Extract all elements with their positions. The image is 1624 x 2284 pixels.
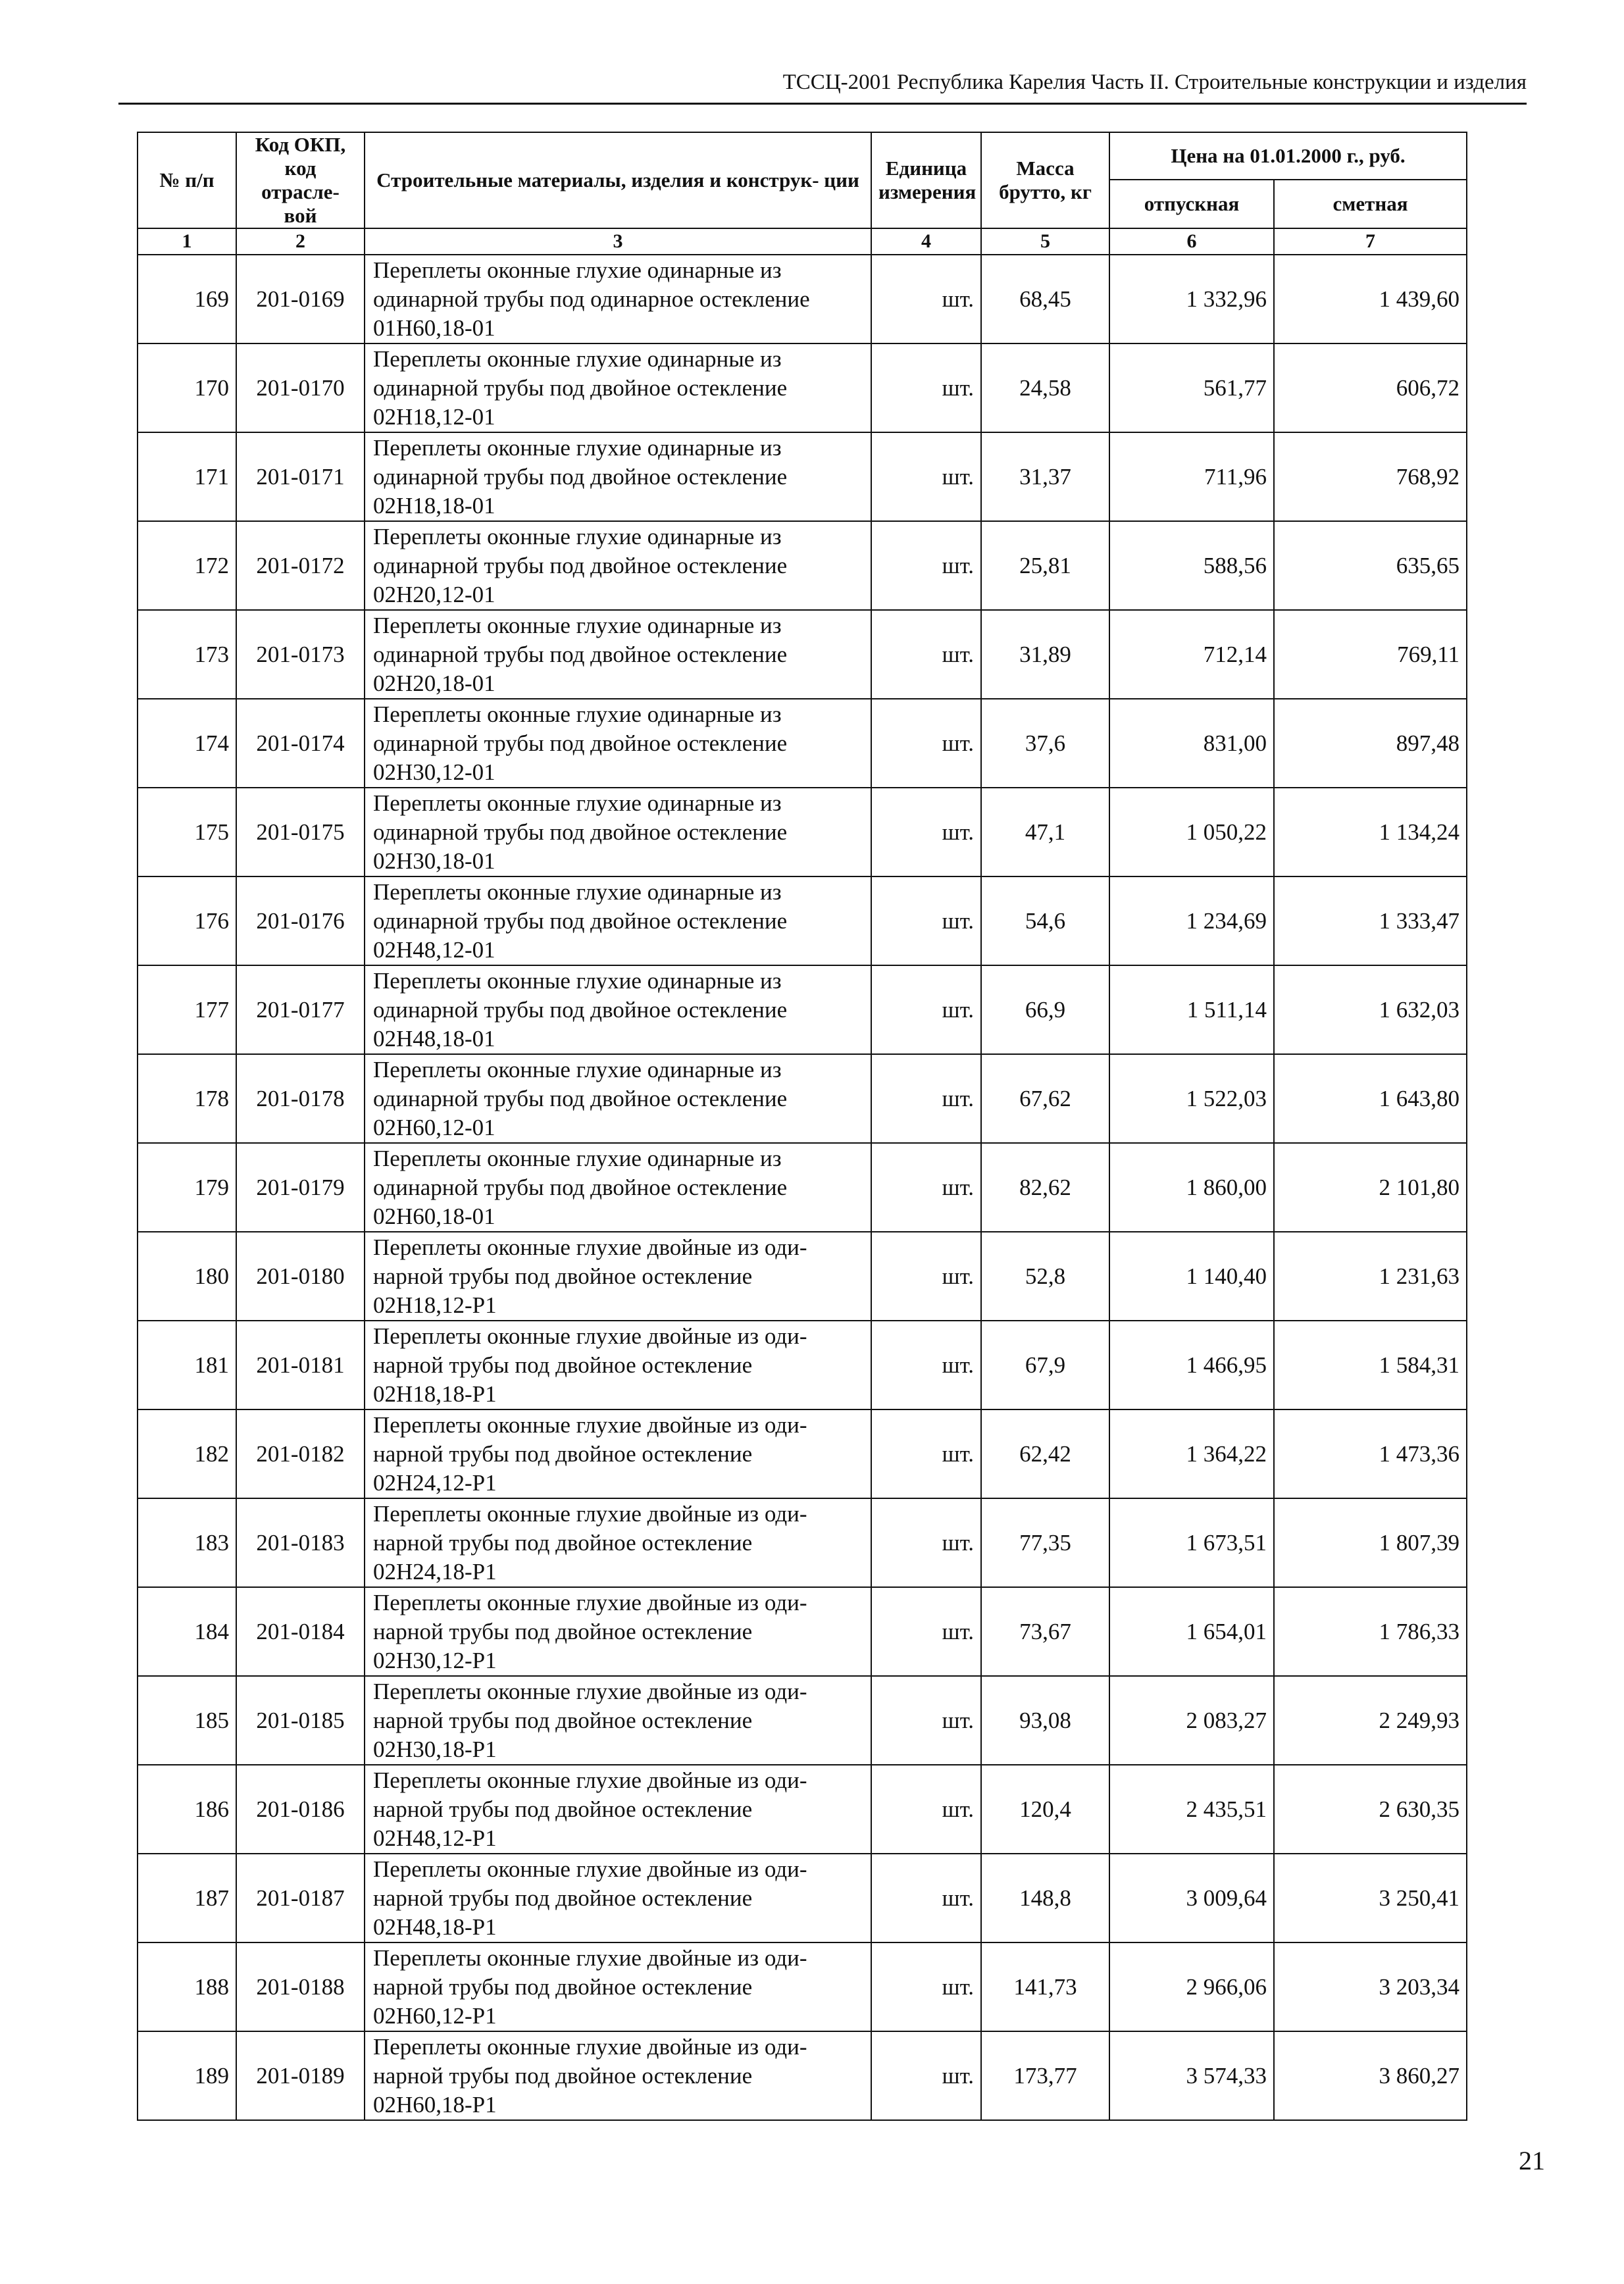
table-row — [138, 255, 1467, 343]
column-number: 6 — [1109, 228, 1274, 255]
mass-cell: 141,73 — [981, 1942, 1109, 2031]
description-line: нарной трубы под двойное остекление — [373, 1796, 753, 1822]
description-line: 02Н48,18-Р1 — [373, 1914, 497, 1940]
okp-code-cell: 201-0182 — [236, 1409, 365, 1498]
description-cell — [365, 1321, 871, 1409]
page-number: 21 — [1519, 2146, 1545, 2175]
description-line: одинарной трубы под двойное остекление — [373, 1085, 788, 1111]
table-body — [138, 255, 1467, 2120]
description-line: Переплеты оконные глухие одинарные из — [373, 790, 782, 816]
description-line: Переплеты оконные глухие двойные из оди- — [373, 1944, 807, 1971]
table-row — [138, 788, 1467, 876]
okp-code-cell: 201-0184 — [236, 1587, 365, 1676]
estimate-price-cell: 2 249,93 — [1274, 1676, 1467, 1765]
table-row — [138, 699, 1467, 788]
release-price-cell: 1 050,22 — [1109, 788, 1274, 876]
description-cell — [365, 876, 871, 965]
description-cell — [365, 788, 871, 876]
table-row — [138, 1232, 1467, 1321]
estimate-price-cell: 768,92 — [1274, 432, 1467, 521]
unit-cell: шт. — [871, 610, 981, 699]
column-number: 3 — [365, 228, 871, 255]
description-line: одинарной трубы под двойное остекление — [373, 641, 788, 667]
description-line: Переплеты оконные глухие одинарные из — [373, 523, 782, 549]
description-cell — [365, 1676, 871, 1765]
description-cell — [365, 255, 871, 343]
unit-cell: шт. — [871, 343, 981, 432]
table-row — [138, 1587, 1467, 1676]
row-number-cell: 179 — [138, 1143, 236, 1232]
column-number-row — [138, 228, 1467, 255]
description-line: 02Н24,12-Р1 — [373, 1469, 497, 1496]
description-cell — [365, 610, 871, 699]
row-number-cell: 186 — [138, 1765, 236, 1854]
okp-code-cell: 201-0180 — [236, 1232, 365, 1321]
table-row — [138, 965, 1467, 1054]
estimate-price-cell: 2 101,80 — [1274, 1143, 1467, 1232]
description-line: 02Н20,18-01 — [373, 670, 495, 696]
okp-code-cell: 201-0176 — [236, 876, 365, 965]
description-line: 02Н30,12-01 — [373, 759, 495, 785]
row-number-cell: 188 — [138, 1942, 236, 2031]
okp-code-cell: 201-0183 — [236, 1498, 365, 1587]
description-line: Переплеты оконные глухие одинарные из — [373, 434, 782, 461]
description-line: нарной трубы под двойное остекление — [373, 1973, 753, 2000]
mass-cell: 173,77 — [981, 2031, 1109, 2120]
description-cell — [365, 699, 871, 788]
description-line: Переплеты оконные глухие двойные из оди- — [373, 1234, 807, 1260]
description-line: 02Н60,18-Р1 — [373, 2091, 497, 2118]
mass-cell: 93,08 — [981, 1676, 1109, 1765]
release-price-cell: 1 364,22 — [1109, 1409, 1274, 1498]
unit-cell: шт. — [871, 1498, 981, 1587]
description-line: нарной трубы под двойное остекление — [373, 1618, 753, 1644]
row-number-cell: 181 — [138, 1321, 236, 1409]
release-price-cell: 588,56 — [1109, 521, 1274, 610]
mass-cell: 62,42 — [981, 1409, 1109, 1498]
row-number-cell: 175 — [138, 788, 236, 876]
release-price-cell: 2 966,06 — [1109, 1942, 1274, 2031]
description-cell — [365, 2031, 871, 2120]
row-number-cell: 185 — [138, 1676, 236, 1765]
table-row — [138, 1942, 1467, 2031]
description-line: Переплеты оконные глухие двойные из оди- — [373, 2033, 807, 2060]
description-cell — [365, 965, 871, 1054]
release-price-cell: 2 083,27 — [1109, 1676, 1274, 1765]
release-price-cell: 3 009,64 — [1109, 1854, 1274, 1942]
row-number-cell: 177 — [138, 965, 236, 1054]
okp-code-cell: 201-0179 — [236, 1143, 365, 1232]
okp-code-cell: 201-0177 — [236, 965, 365, 1054]
release-price-cell: 1 234,69 — [1109, 876, 1274, 965]
row-number-cell: 169 — [138, 255, 236, 343]
release-price-cell: 1 332,96 — [1109, 255, 1274, 343]
release-price-cell: 1 860,00 — [1109, 1143, 1274, 1232]
row-number-cell: 189 — [138, 2031, 236, 2120]
description-cell — [365, 1854, 871, 1942]
release-price-cell: 1 511,14 — [1109, 965, 1274, 1054]
row-number-cell: 182 — [138, 1409, 236, 1498]
description-line: нарной трубы под двойное остекление — [373, 1440, 753, 1467]
description-cell — [365, 432, 871, 521]
okp-code-cell: 201-0189 — [236, 2031, 365, 2120]
description-line: нарной трубы под двойное остекление — [373, 1885, 753, 1911]
estimate-price-cell: 1 643,80 — [1274, 1054, 1467, 1143]
row-number-cell: 180 — [138, 1232, 236, 1321]
mass-cell: 24,58 — [981, 343, 1109, 432]
description-line: одинарной трубы под двойное остекление — [373, 374, 788, 401]
description-line: 02Н60,12-Р1 — [373, 2002, 497, 2029]
row-number-cell: 176 — [138, 876, 236, 965]
description-line: 02Н18,12-01 — [373, 403, 495, 430]
column-number: 2 — [236, 228, 365, 255]
unit-cell: шт. — [871, 1765, 981, 1854]
description-line: одинарной трубы под двойное остекление — [373, 463, 788, 490]
release-price-cell: 711,96 — [1109, 432, 1274, 521]
okp-code-cell: 201-0174 — [236, 699, 365, 788]
estimate-price-cell: 3 860,27 — [1274, 2031, 1467, 2120]
description-line: Переплеты оконные глухие одинарные из — [373, 612, 782, 638]
release-price-cell: 561,77 — [1109, 343, 1274, 432]
unit-cell: шт. — [871, 788, 981, 876]
estimate-price-cell: 1 786,33 — [1274, 1587, 1467, 1676]
mass-cell: 54,6 — [981, 876, 1109, 965]
mass-cell: 73,67 — [981, 1587, 1109, 1676]
release-price-cell: 2 435,51 — [1109, 1765, 1274, 1854]
description-line: Переплеты оконные глухие двойные из оди- — [373, 1856, 807, 1882]
description-line: одинарной трубы под двойное остекление — [373, 730, 788, 756]
description-line: Переплеты оконные глухие одинарные из — [373, 1056, 782, 1082]
mass-cell: 82,62 — [981, 1143, 1109, 1232]
description-cell — [365, 1498, 871, 1587]
estimate-price-cell: 1 333,47 — [1274, 876, 1467, 965]
description-line: 02Н24,18-Р1 — [373, 1558, 497, 1585]
table-row — [138, 343, 1467, 432]
col-header-unit: Единица измерения — [871, 132, 981, 228]
description-line: 02Н30,18-Р1 — [373, 1736, 497, 1762]
table-row — [138, 2031, 1467, 2120]
estimate-price-cell: 897,48 — [1274, 699, 1467, 788]
mass-cell: 148,8 — [981, 1854, 1109, 1942]
description-cell — [365, 343, 871, 432]
estimate-price-cell: 769,11 — [1274, 610, 1467, 699]
mass-cell: 77,35 — [981, 1498, 1109, 1587]
col-header-price-estimate: сметная — [1274, 180, 1467, 228]
description-line: Переплеты оконные глухие двойные из оди- — [373, 1411, 807, 1438]
release-price-cell: 1 654,01 — [1109, 1587, 1274, 1676]
description-line: Переплеты оконные глухие одинарные из — [373, 701, 782, 727]
okp-code-cell: 201-0188 — [236, 1942, 365, 2031]
table-row — [138, 1676, 1467, 1765]
table-row — [138, 432, 1467, 521]
unit-cell: шт. — [871, 1321, 981, 1409]
row-number-cell: 187 — [138, 1854, 236, 1942]
description-line: 02Н18,18-01 — [373, 492, 495, 519]
description-line: нарной трубы под двойное остекление — [373, 2062, 753, 2089]
description-cell — [365, 1409, 871, 1498]
estimate-price-cell: 1 473,36 — [1274, 1409, 1467, 1498]
mass-cell: 52,8 — [981, 1232, 1109, 1321]
description-line: 02Н60,12-01 — [373, 1114, 495, 1140]
description-line: 02Н30,12-Р1 — [373, 1647, 497, 1673]
description-line: 02Н30,18-01 — [373, 848, 495, 874]
description-cell — [365, 1054, 871, 1143]
description-line: Переплеты оконные глухие одинарные из — [373, 345, 782, 372]
running-header: ТССЦ-2001 Республика Карелия Часть II. Строительные конструкции и изделия — [118, 66, 1527, 105]
description-line: Переплеты оконные глухие одинарные из — [373, 878, 782, 905]
release-price-cell: 1 673,51 — [1109, 1498, 1274, 1587]
description-line: Переплеты оконные глухие одинарные из — [373, 1145, 782, 1171]
row-number-cell: 184 — [138, 1587, 236, 1676]
estimate-price-cell: 635,65 — [1274, 521, 1467, 610]
description-line: одинарной трубы под двойное остекление — [373, 819, 788, 845]
unit-cell: шт. — [871, 965, 981, 1054]
unit-cell: шт. — [871, 432, 981, 521]
column-number: 4 — [871, 228, 981, 255]
okp-code-cell: 201-0178 — [236, 1054, 365, 1143]
unit-cell: шт. — [871, 1409, 981, 1498]
row-number-cell: 178 — [138, 1054, 236, 1143]
mass-cell: 120,4 — [981, 1765, 1109, 1854]
description-line: Переплеты оконные глухие двойные из оди- — [373, 1767, 807, 1793]
description-line: 02Н48,18-01 — [373, 1025, 495, 1052]
okp-code-cell: 201-0172 — [236, 521, 365, 610]
estimate-price-cell: 1 807,39 — [1274, 1498, 1467, 1587]
description-line: одинарной трубы под двойное остекление — [373, 907, 788, 934]
description-line: 02Н48,12-01 — [373, 936, 495, 963]
description-line: 02Н60,18-01 — [373, 1203, 495, 1229]
description-line: нарной трубы под двойное остекление — [373, 1352, 753, 1378]
mass-cell: 68,45 — [981, 255, 1109, 343]
description-cell — [365, 1232, 871, 1321]
row-number-cell: 172 — [138, 521, 236, 610]
table-row — [138, 1143, 1467, 1232]
mass-cell: 66,9 — [981, 965, 1109, 1054]
description-line: одинарной трубы под одинарное остекление — [373, 286, 810, 312]
table-row — [138, 1765, 1467, 1854]
row-number-cell: 174 — [138, 699, 236, 788]
description-cell — [365, 1765, 871, 1854]
estimate-price-cell: 1 134,24 — [1274, 788, 1467, 876]
table-row — [138, 1498, 1467, 1587]
release-price-cell: 1 522,03 — [1109, 1054, 1274, 1143]
col-header-name: Строительные материалы, изделия и конструк- ции — [365, 132, 871, 228]
mass-cell: 31,37 — [981, 432, 1109, 521]
row-number-cell: 183 — [138, 1498, 236, 1587]
okp-code-cell: 201-0170 — [236, 343, 365, 432]
okp-code-cell: 201-0181 — [236, 1321, 365, 1409]
row-number-cell: 170 — [138, 343, 236, 432]
description-line: нарной трубы под двойное остекление — [373, 1263, 753, 1289]
mass-cell: 47,1 — [981, 788, 1109, 876]
estimate-price-cell: 606,72 — [1274, 343, 1467, 432]
description-line: 02Н18,12-Р1 — [373, 1292, 497, 1318]
description-line: Переплеты оконные глухие одинарные из — [373, 967, 782, 994]
release-price-cell: 1 466,95 — [1109, 1321, 1274, 1409]
column-number: 7 — [1274, 228, 1467, 255]
unit-cell: шт. — [871, 1854, 981, 1942]
description-line: нарной трубы под двойное остекление — [373, 1529, 753, 1556]
okp-code-cell: 201-0169 — [236, 255, 365, 343]
column-number: 5 — [981, 228, 1109, 255]
description-cell — [365, 1942, 871, 2031]
col-header-code: Код ОКП, код отрасле- вой — [236, 132, 365, 228]
unit-cell: шт. — [871, 255, 981, 343]
table-row — [138, 521, 1467, 610]
description-line: одинарной трубы под двойное остекление — [373, 552, 788, 578]
unit-cell: шт. — [871, 1587, 981, 1676]
table-row — [138, 610, 1467, 699]
mass-cell: 31,89 — [981, 610, 1109, 699]
description-cell — [365, 1587, 871, 1676]
release-price-cell: 831,00 — [1109, 699, 1274, 788]
description-line: одинарной трубы под двойное остекление — [373, 996, 788, 1023]
okp-code-cell: 201-0185 — [236, 1676, 365, 1765]
unit-cell: шт. — [871, 1054, 981, 1143]
table-row — [138, 876, 1467, 965]
estimate-price-cell: 3 250,41 — [1274, 1854, 1467, 1942]
table-row — [138, 1854, 1467, 1942]
col-header-price-release: отпускная — [1109, 180, 1274, 228]
okp-code-cell: 201-0186 — [236, 1765, 365, 1854]
row-number-cell: 171 — [138, 432, 236, 521]
description-line: Переплеты оконные глухие двойные из оди- — [373, 1678, 807, 1704]
estimate-price-cell: 1 584,31 — [1274, 1321, 1467, 1409]
description-line: Переплеты оконные глухие двойные из оди- — [373, 1323, 807, 1349]
unit-cell: шт. — [871, 1143, 981, 1232]
okp-code-cell: 201-0187 — [236, 1854, 365, 1942]
unit-cell: шт. — [871, 521, 981, 610]
okp-code-cell: 201-0175 — [236, 788, 365, 876]
description-line: Переплеты оконные глухие двойные из оди- — [373, 1589, 807, 1615]
description-line: 02Н20,12-01 — [373, 581, 495, 607]
table-row — [138, 1321, 1467, 1409]
description-line: 01Н60,18-01 — [373, 315, 495, 341]
mass-cell: 37,6 — [981, 699, 1109, 788]
unit-cell: шт. — [871, 876, 981, 965]
col-header-num: № п/п — [138, 132, 236, 228]
unit-cell: шт. — [871, 1942, 981, 2031]
mass-cell: 25,81 — [981, 521, 1109, 610]
unit-cell: шт. — [871, 1232, 981, 1321]
description-line: 02Н48,12-Р1 — [373, 1825, 497, 1851]
description-line: Переплеты оконные глухие одинарные из — [373, 257, 782, 283]
description-line: нарной трубы под двойное остекление — [373, 1707, 753, 1733]
col-header-price-group: Цена на 01.01.2000 г., руб. — [1109, 132, 1467, 180]
unit-cell: шт. — [871, 1676, 981, 1765]
description-cell — [365, 1143, 871, 1232]
okp-code-cell: 201-0173 — [236, 610, 365, 699]
release-price-cell: 3 574,33 — [1109, 2031, 1274, 2120]
estimate-price-cell: 2 630,35 — [1274, 1765, 1467, 1854]
description-line: одинарной трубы под двойное остекление — [373, 1174, 788, 1200]
description-cell — [365, 521, 871, 610]
description-line: 02Н18,18-Р1 — [373, 1381, 497, 1407]
unit-cell: шт. — [871, 2031, 981, 2120]
estimate-price-cell: 1 632,03 — [1274, 965, 1467, 1054]
release-price-cell: 1 140,40 — [1109, 1232, 1274, 1321]
price-table — [137, 132, 1467, 2121]
row-number-cell: 173 — [138, 610, 236, 699]
mass-cell: 67,62 — [981, 1054, 1109, 1143]
estimate-price-cell: 1 231,63 — [1274, 1232, 1467, 1321]
okp-code-cell: 201-0171 — [236, 432, 365, 521]
col-header-mass: Масса брутто, кг — [981, 132, 1109, 228]
column-number: 1 — [138, 228, 236, 255]
release-price-cell: 712,14 — [1109, 610, 1274, 699]
description-line: Переплеты оконные глухие двойные из оди- — [373, 1500, 807, 1527]
mass-cell: 67,9 — [981, 1321, 1109, 1409]
table-row — [138, 1054, 1467, 1143]
estimate-price-cell: 1 439,60 — [1274, 255, 1467, 343]
header-row — [138, 132, 1467, 180]
estimate-price-cell: 3 203,34 — [1274, 1942, 1467, 2031]
table-row — [138, 1409, 1467, 1498]
unit-cell: шт. — [871, 699, 981, 788]
